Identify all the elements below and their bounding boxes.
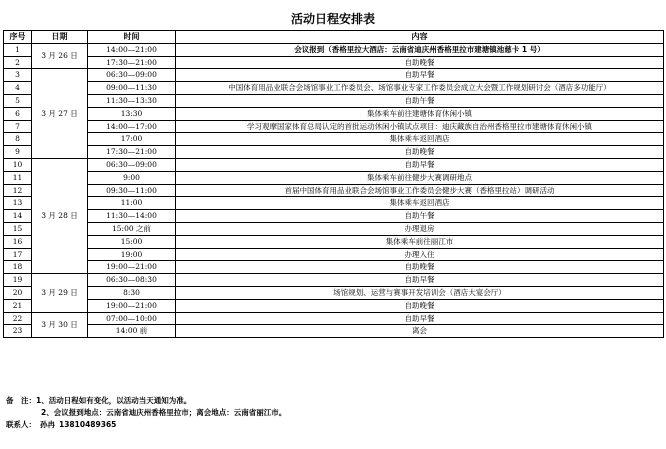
row-time: 11:30—14:00: [88, 210, 176, 223]
row-time: 11:00: [88, 197, 176, 210]
row-content: 会议报到（香格里拉大酒店：云南省迪庆州香格里拉市建塘镇池慈卡 1 号）: [176, 43, 664, 56]
row-number: 10: [4, 158, 32, 171]
contact-phone: 13810489365: [59, 420, 117, 429]
table-row: [4, 158, 664, 171]
table-row: [4, 184, 664, 197]
row-number: 7: [4, 120, 32, 133]
row-content: 学习观摩国家体育总局认定的首批运动休闲小镇试点项目：迪庆藏族自治州香格里拉市建塘体育休闲小镇: [176, 120, 664, 133]
row-time: 14:00—21:00: [88, 43, 176, 56]
row-content: 自助早餐: [176, 69, 664, 82]
note-2: 2、会议报到地点：云南省迪庆州香格里拉市；离会地点：云南省丽江市。: [41, 408, 287, 417]
row-number: 19: [4, 274, 32, 287]
row-date: 3 月 30 日: [32, 312, 88, 338]
header-date: 日期: [32, 31, 88, 44]
row-time: 17:30—21:00: [88, 56, 176, 69]
note-line-1: [6, 395, 286, 407]
table-row: [4, 56, 664, 69]
row-content: 办理退房: [176, 222, 664, 235]
table-row: [4, 120, 664, 133]
table-header-row: [4, 31, 664, 44]
header-num: 序号: [4, 31, 32, 44]
row-time: 06:30—09:00: [88, 69, 176, 82]
table-row: [4, 235, 664, 248]
notes-label: 备 注：: [6, 396, 36, 405]
row-date: 3 月 29 日: [32, 274, 88, 312]
row-content: 中国体育用品业联合会场馆事业工作委员会、场馆事业专家工作委员会成立大会暨工作规划研讨会（酒店多功能厅）: [176, 82, 664, 95]
row-content: 自助晚餐: [176, 299, 664, 312]
note-1: 1、活动日程如有变化，以活动当天通知为准。: [36, 396, 192, 405]
row-number: 18: [4, 261, 32, 274]
table-row: [4, 325, 664, 338]
row-number: 22: [4, 312, 32, 325]
contact-line: [6, 419, 286, 431]
table-row: [4, 312, 664, 325]
table-row: [4, 133, 664, 146]
row-time: 14:00 前: [88, 325, 176, 338]
row-number: 8: [4, 133, 32, 146]
row-number: 1: [4, 43, 32, 56]
table-row: [4, 261, 664, 274]
row-time: 07:00—10:00: [88, 312, 176, 325]
row-content: 自助早餐: [176, 158, 664, 171]
table-row: [4, 171, 664, 184]
row-content: 集体乘车前往健步大赛调研地点: [176, 171, 664, 184]
row-number: 23: [4, 325, 32, 338]
row-number: 9: [4, 146, 32, 159]
row-number: 11: [4, 171, 32, 184]
header-content: 内容: [176, 31, 664, 44]
row-number: 17: [4, 248, 32, 261]
row-time: 17:00: [88, 133, 176, 146]
row-content: 自助晚餐: [176, 56, 664, 69]
row-time: 19:00—21:00: [88, 261, 176, 274]
notes-section: [6, 395, 286, 431]
header-time: 时间: [88, 31, 176, 44]
row-number: 5: [4, 94, 32, 107]
row-number: 4: [4, 82, 32, 95]
contact-label: 联系人：: [6, 420, 36, 429]
row-time: 13:30: [88, 107, 176, 120]
table-row: [4, 94, 664, 107]
row-number: 20: [4, 286, 32, 299]
row-time: 11:30—13:30: [88, 94, 176, 107]
table-row: [4, 107, 664, 120]
table-row: [4, 82, 664, 95]
row-content: 集体乘车返回酒店: [176, 133, 664, 146]
row-content: 离会: [176, 325, 664, 338]
row-content: 自助晚餐: [176, 146, 664, 159]
row-content: 集体乘车前往丽江市: [176, 235, 664, 248]
row-content: 集体乘车返回酒店: [176, 197, 664, 210]
row-time: 06:30—08:30: [88, 274, 176, 287]
row-content: 首届中国体育用品业联合会场馆事业工作委员会健步大赛（香格里拉站）调研活动: [176, 184, 664, 197]
row-number: 2: [4, 56, 32, 69]
table-row: [4, 197, 664, 210]
row-content: 场馆规划、运营与赛事开发培训会（酒店大宴会厅）: [176, 286, 664, 299]
table-row: [4, 210, 664, 223]
table-row: [4, 43, 664, 56]
row-time: 06:30—09:00: [88, 158, 176, 171]
table-row: [4, 274, 664, 287]
row-number: 14: [4, 210, 32, 223]
row-number: 3: [4, 69, 32, 82]
row-date: 3 月 27 日: [32, 69, 88, 159]
row-content: 自助早餐: [176, 274, 664, 287]
row-number: 12: [4, 184, 32, 197]
row-content: 自助午餐: [176, 94, 664, 107]
row-time: 19:00: [88, 248, 176, 261]
row-number: 6: [4, 107, 32, 120]
table-row: [4, 299, 664, 312]
row-time: 9:00: [88, 171, 176, 184]
row-date: 3 月 28 日: [32, 158, 88, 273]
row-time: 14:00—17:00: [88, 120, 176, 133]
table-row: [4, 248, 664, 261]
row-time: 15:00: [88, 235, 176, 248]
row-time: 09:30—11:00: [88, 184, 176, 197]
contact-name: 孙冉: [40, 420, 55, 429]
row-number: 16: [4, 235, 32, 248]
row-number: 15: [4, 222, 32, 235]
row-content: 办理入住: [176, 248, 664, 261]
table-row: [4, 146, 664, 159]
table-row: [4, 286, 664, 299]
schedule-table: [3, 30, 664, 338]
row-time: 17:30—21:00: [88, 146, 176, 159]
row-time: 8:30: [88, 286, 176, 299]
row-content: 自助晚餐: [176, 261, 664, 274]
row-time: 15:00 之前: [88, 222, 176, 235]
row-number: 13: [4, 197, 32, 210]
row-number: 21: [4, 299, 32, 312]
row-date: 3 月 26 日: [32, 43, 88, 69]
schedule-body: [4, 43, 664, 337]
row-content: 集体乘车前往建塘体育休闲小镇: [176, 107, 664, 120]
row-time: 19:00—21:00: [88, 299, 176, 312]
table-row: [4, 222, 664, 235]
table-row: [4, 69, 664, 82]
row-content: 自助早餐: [176, 312, 664, 325]
row-time: 09:00—11:30: [88, 82, 176, 95]
row-content: 自助午餐: [176, 210, 664, 223]
page-title: 活动日程安排表: [290, 12, 375, 26]
